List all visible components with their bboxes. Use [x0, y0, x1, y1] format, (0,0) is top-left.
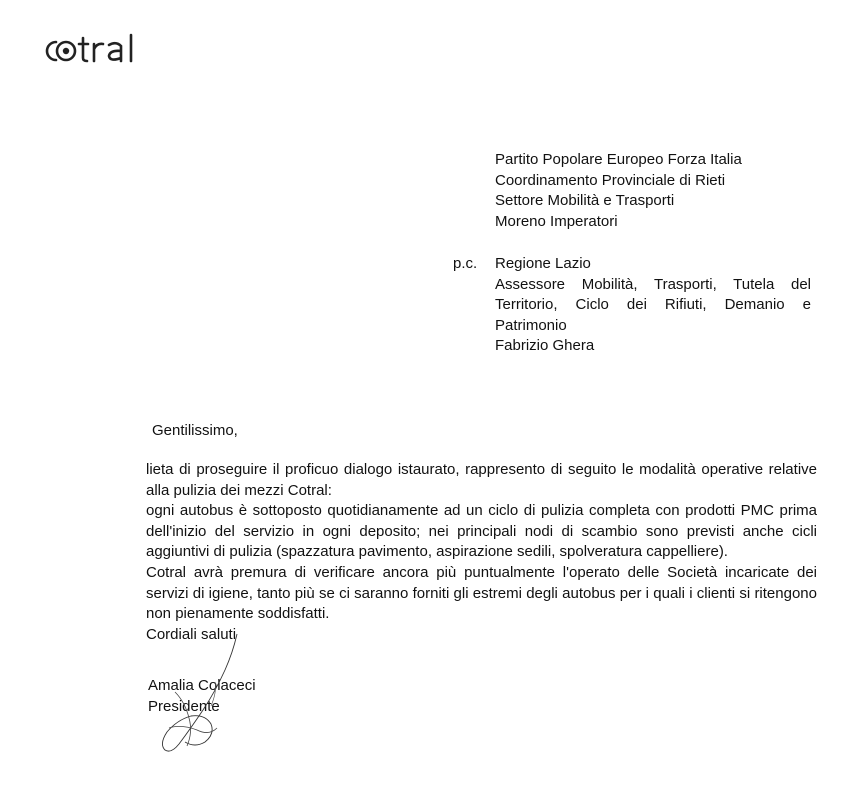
- recipient-line: Partito Popolare Europeo Forza Italia: [495, 151, 742, 168]
- body-paragraph: ogni autobus è sottoposto quotidianamente ad un ciclo di pulizia completa con prodotti PMC prima dell'inizio del servizio in ogni deposito; nei principali nodi di scambio sono previsti anche cicli aggiuntivi di pulizia (spazzatura pavimento, aspirazione sedili, spolveratura cappelliere).: [146, 502, 817, 561]
- signatory-name: Amalia Colaceci: [148, 677, 256, 694]
- signature-block: [148, 676, 256, 717]
- letter-body: [146, 460, 817, 645]
- recipient-line: Coordinamento Provinciale di Rieti: [495, 171, 726, 189]
- cc-label: p.c.: [453, 255, 478, 272]
- body-paragraph: lieta di proseguire il proficuo dialogo istaurato, rappresento di seguito le modalità operative relative alla pulizia dei mezzi Cotral:: [146, 461, 817, 499]
- cc-role: Assessore Mobilità, Trasporti, Tutela del Territorio, Ciclo dei Rifiuti, Demanio e Patrimonio: [495, 275, 811, 334]
- recipient-line: Settore Mobilità e Trasporti: [495, 192, 675, 209]
- signatory-title: Presidente: [148, 697, 220, 715]
- cc-entity: Regione Lazio: [495, 255, 591, 272]
- closing: Cordiali saluti: [146, 625, 237, 643]
- recipient-line: Moreno Imperatori: [495, 212, 618, 230]
- recipient-address: [495, 150, 815, 232]
- cc-name: Fabrizio Ghera: [495, 337, 595, 354]
- body-paragraph: Cotral avrà premura di verificare ancora più puntualmente l'operato delle Società incaricate dei servizi di igiene, tanto più se ci saranno forniti gli estremi degli autobus per i quali i clienti si ritengono non pienamente soddisfatti.: [146, 563, 817, 623]
- cotral-logo: [36, 30, 164, 70]
- cotral-logo-mark: [36, 30, 164, 70]
- salutation: Gentilissimo,: [152, 422, 238, 439]
- cc-address: [495, 254, 811, 357]
